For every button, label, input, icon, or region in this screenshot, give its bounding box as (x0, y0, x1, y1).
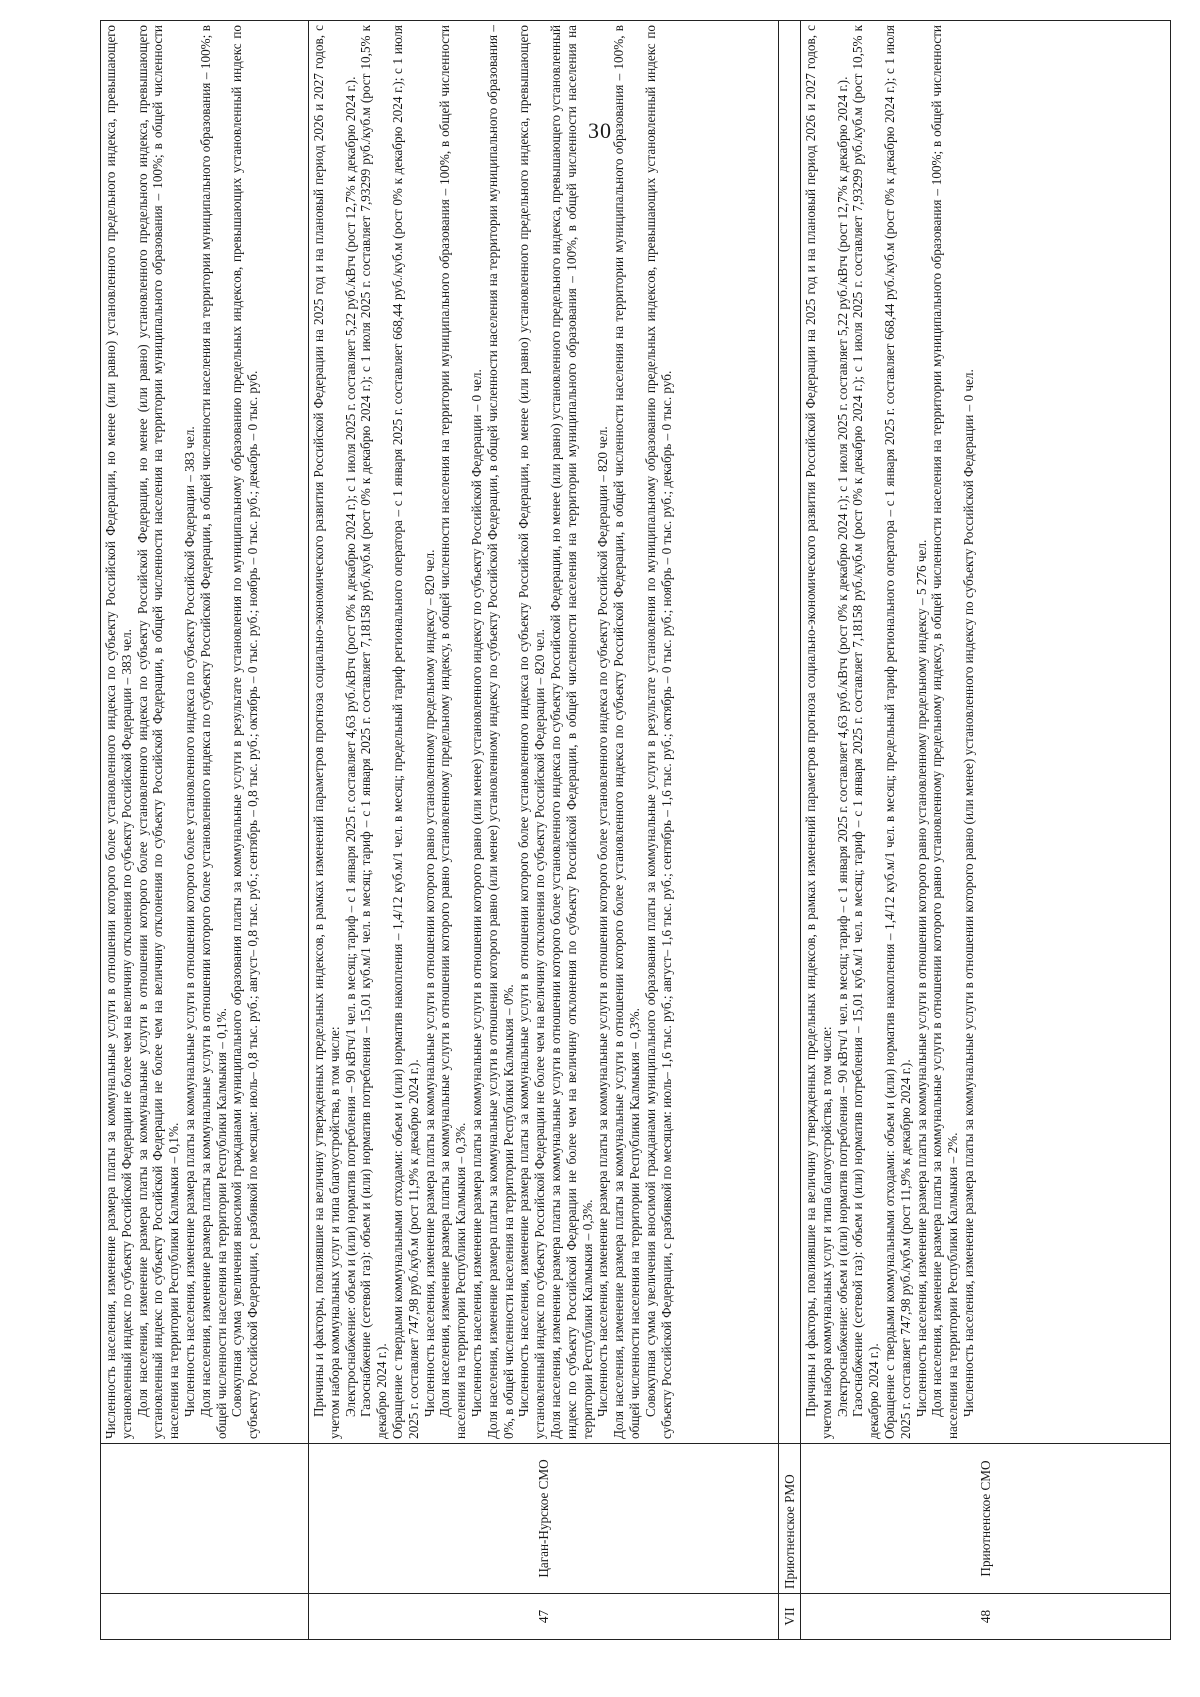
paragraph: Обращение с твердыми коммунальными отходами: объем и (или) норматив накопления – 1,4/12 куб.м/1 чел. в месяц; предельный тариф регионального оператора – с 1 января 2025 г. составляет 668,44 руб./куб.м (рост 0% к декабрю 2024 г.); с 1 июля 2025 г. составляет 747,98 руб./куб.м (рост 11,9% к декабрю 2024 г.). (881, 25, 913, 1439)
rotated-table-sheet (100, 20, 1170, 1640)
paragraph: Электроснабжение: объем и (или) норматив потребления – 90 кВтч/1 чел. в месяц; тариф – с 1 января 2025 г. составляет 4,63 руб./кВтч (рост 0% к декабрю 2024 г.); с 1 июля 2025 г. составляет 5,22 руб./кВтч (рост 12,7% к декабрю 2024 г.). (834, 76, 850, 1417)
paragraph: Доля населения, изменение размера платы за коммунальные услуги в отношении которого более установленного индекса по субъекту Российской Федерации, но менее (или равно) установленного предельного индекса, превышающего установленный индекс по субъекту Российской Федерации не более чем на величину отклонения по субъекту Российской Федерации, в общей численности населения на территории муниципального образования – 100%; в общей численности населения на территории Республики Калмыкия – 0,1%. (134, 25, 182, 1439)
paragraph: Совокупная сумма увеличения вносимой гражданами муниципального образования платы за коммунальные услуги в результате установления по муниципальному образованию предельных индексов, превышающих установленный индекс по субъекту Российской Федерации, с разбивкой по месяцам: июль– 0,8 тыс. руб.; август– 0,8 тыс. руб.; сентябрь – 0,8 тыс. руб.; октябрь – 0 тыс. руб.; ноябрь – 0 тыс. руб.; декабрь – 0 тыс. руб. (229, 25, 261, 1439)
municipality-name: Приютненское СМО (801, 1444, 1171, 1594)
paragraph: Газоснабжение (сетевой газ): объем и (или) норматив потребления – 15,01 куб.м/1 чел. в месяц; тариф – с 1 января 2025 г. составляет 7,18158 руб./куб.м (рост 0% к декабрю 2024 г.); с 1 июля 2025 г. составляет 7,93299 руб./куб.м (рост 10,5% к декабрю 2024 г.). (358, 25, 390, 1439)
row-number: 47 (309, 1594, 779, 1640)
utility-index-table (100, 20, 1171, 1640)
table-row (309, 21, 779, 1640)
paragraph: Численность населения, изменение размера платы за коммунальные услуги в отношении которого равно установленному предельному индексу – 820 чел. (421, 549, 437, 1417)
paragraph: Причины и факторы, повлиявшие на величину утвержденных предельных индексов, в рамках изменений параметров прогноза социально-экономического развития Российской Федерации на 2025 год и на плановый период 2026 и 2027 годов, с учетом набора коммунальных услуг и типа благоустройства, в том числе: (803, 25, 834, 1439)
paragraph: Численность населения, изменение размера платы за коммунальные услуги в отношении которого равно (или менее) установленного индексу по субъекту Российской Федерации – 0 чел. (960, 369, 976, 1417)
paragraph: Доля населения, изменение размера платы за коммунальные услуги в отношении которого равно установленному предельному индексу, в общей численности населения на территории муниципального образования – 100%, в общей численности населения на территории Республики Калмыкия – 0,3%. (437, 25, 469, 1439)
paragraph: Совокупная сумма увеличения вносимой гражданами муниципального образования платы за коммунальные услуги в результате установления по муниципальному образованию предельных индексов, превышающих установленный индекс по субъекту Российской Федерации, с разбивкой по месяцам: июль– 1,6 тыс. руб.; август– 1,6 тыс. руб.; сентябрь – 1,6 тыс. руб.; октябрь – 0 тыс. руб.; ноябрь – 0 тыс. руб.; декабрь – 0 тыс. руб. (642, 25, 674, 1439)
paragraph: Причины и факторы, повлиявшие на величину утвержденных предельных индексов, в рамках изменений параметров прогноза социально-экономического развития Российской Федерации на 2025 год и на плановый период 2026 и 2027 годов, с учетом набора коммунальных услуг и типа благоустройства, в том числе: (311, 25, 342, 1439)
paragraph: Доля населения, изменение размера платы за коммунальные услуги в отношении которого более установленного индекса по субъекту Российской Федерации, но менее (или равно) установленного предельного индекса, превышающего установленный индекс по субъекту Российской Федерации не более чем на величину отклонения по субъекту Российской Федерации, в общей численности населения на территории муниципального образования – 100%, в общей численности населения на территории Республики Калмыкия – 0,3%. (547, 25, 595, 1439)
paragraph: Доля населения, изменение размера платы за коммунальные услуги в отношении которого равно установленному предельному индексу, в общей численности населения на территории муниципального образования – 100%; в общей численности населения на территории Республики Калмыкия – 2%. (929, 25, 961, 1439)
paragraph: Доля населения, изменение размера платы за коммунальные услуги в отношении которого равно (или менее) установленному индексу по субъекту Российской Федерации, в общей численности населения на территории муниципального образования – 0%, в общей численности населения на территории Республики Калмыкия – 0%. (484, 25, 516, 1439)
paragraph: Численность населения, изменение размера платы за коммунальные услуги в отношении которого равно (или менее) установленного индексу по субъекту Российской Федерации – 0 чел. (468, 369, 484, 1417)
table-row (801, 21, 1171, 1640)
row-description (779, 21, 801, 1444)
paragraph: Доля населения, изменение размера платы за коммунальные услуги в отношении которого более установленного индекса по субъекту Российской Федерации, в общей численности населения на территории муниципального образования – 100%; в общей численности населения на территории Республики Калмыкия – 0,1%. (197, 25, 229, 1439)
paragraph: Газоснабжение (сетевой газ): объем и (или) норматив потребления – 15,01 куб.м/1 чел. в месяц; тариф – с 1 января 2025 г. составляет 7,18158 руб./куб.м (рост 0% к декабрю 2024 г.); с 1 июля 2025 г. составляет 7,93299 руб./куб.м (рост 10,5% к декабрю 2024 г.). (850, 25, 882, 1439)
page-number: 30 (588, 118, 612, 143)
paragraph: Доля населения, изменение размера платы за коммунальные услуги в отношении которого более установленного индекса по субъекту Российской Федерации, в общей численности населения на территории муниципального образования – 100%, в общей численности населения на территории Республики Калмыкия – 0,3%. (611, 25, 642, 1439)
paragraph: Численность населения, изменение размера платы за коммунальные услуги в отношении которого более установленного индекса по субъекту Российской Федерации – 383 чел. (181, 426, 197, 1417)
row-number (101, 1594, 309, 1640)
table-row (101, 21, 309, 1640)
row-description (801, 21, 1171, 1444)
paragraph: Численность населения, изменение размера платы за коммунальные услуги в отношении которого более установленного индекса по субъекту Российской Федерации, но менее (или равно) установленного предельного индекса, превышающего установленный индекс по субъекту Российской Федерации не более чем на величину отклонения по субъекту Российской Федерации – 383 чел. (103, 25, 134, 1439)
paragraph: Численность населения, изменение размера платы за коммунальные услуги в отношении которого более установленного индекса по субъекту Российской Федерации, но менее (или равно) установленного предельного индекса, превышающего установленный индекс по субъекту Российской Федерации не более чем на величину отклонения по субъекту Российской Федерации – 820 чел. (516, 25, 548, 1439)
municipality-name (101, 1444, 309, 1594)
paragraph: Электроснабжение: объем и (или) норматив потребления – 90 кВтч/1 чел. в месяц; тариф – с 1 января 2025 г. составляет 4,63 руб./кВтч (рост 0% к декабрю 2024 г.); с 1 июля 2025 г. составляет 5,22 руб./кВтч (рост 12,7% к декабрю 2024 г.). (342, 76, 358, 1417)
paragraph: Обращение с твердыми коммунальными отходами: объем и (или) норматив накопления – 1,4/12 куб.м/1 чел. в месяц; предельный тариф регионального оператора – с 1 января 2025 г. составляет 668,44 руб./куб.м (рост 0% к декабрю 2024 г.); с 1 июля 2025 г. составляет 747,98 руб./куб.м (рост 11,9% к декабрю 2024 г.). (389, 25, 421, 1439)
section-number: VII (779, 1594, 801, 1640)
row-description (309, 21, 779, 1444)
section-row (779, 21, 801, 1640)
paragraph: Численность населения, изменение размера платы за коммунальные услуги в отношении которого более установленного индекса по субъекту Российской Федерации – 820 чел. (595, 426, 611, 1417)
municipality-name: Цаган-Нурское СМО (309, 1444, 779, 1594)
district-name: Приютненское РМО (779, 1444, 801, 1594)
paragraph: Численность населения, изменение размера платы за коммунальные услуги в отношении которого равно установленному предельному индексу – 5 276 чел. (913, 539, 929, 1417)
row-number: 48 (801, 1594, 1171, 1640)
row-description (101, 21, 309, 1444)
